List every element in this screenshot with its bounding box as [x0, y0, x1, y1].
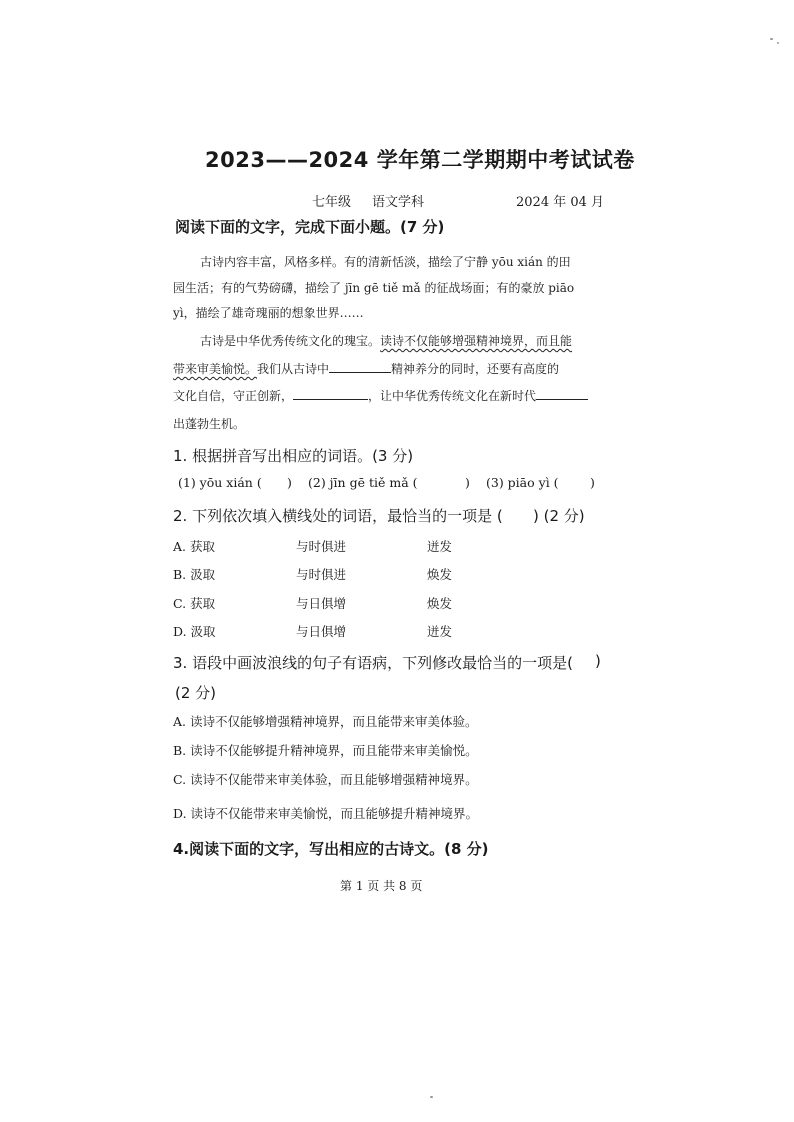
passage-line: [200, 332, 572, 349]
q3-option-c[interactable]: C. 读诗不仅能带来审美体验，而且能够增强精神境界。: [173, 772, 478, 787]
q2-option-c-word3: 焕发: [427, 596, 453, 611]
passage-text: 我们从古诗中: [257, 362, 330, 376]
q3-option-b[interactable]: B. 读诗不仅能够提升精神境界，而且能带来审美愉悦。: [173, 743, 478, 758]
question-2-stem: 2. 下列依次填入横线处的词语，最恰当的一项是 (: [173, 507, 503, 525]
question-1-stem: 1. 根据拼音写出相应的词语。(3 分): [173, 447, 414, 465]
passage-text: ，让中华优秀传统文化在新时代: [368, 389, 537, 403]
passage-line: [173, 387, 588, 404]
q1-item-2-close: ): [465, 475, 470, 490]
fill-blank-1[interactable]: [329, 360, 391, 373]
q1-item-1-label: (1) yōu xián (: [178, 475, 262, 490]
subject-label: 语文学科: [372, 195, 425, 210]
question-3-score: (2 分): [175, 684, 217, 702]
q1-item-1-close: ): [287, 475, 292, 490]
page-footer: 第 1 页 共 8 页: [340, 879, 423, 893]
question-2-score: ) (2 分): [533, 507, 585, 525]
q2-option-d-word2: 与日俱增: [296, 624, 347, 639]
scan-speck: [770, 38, 773, 40]
q2-option-b[interactable]: B. 汲取: [173, 567, 216, 582]
q2-option-d-word3: 迸发: [427, 624, 453, 639]
passage-line: [173, 360, 559, 377]
q2-option-a-word2: 与时俱进: [296, 539, 347, 554]
q1-item-3-close: ): [590, 475, 595, 490]
q3-option-a[interactable]: A. 读诗不仅能够增强精神境界，而且能带来审美体验。: [173, 714, 478, 729]
q2-option-c-word2: 与日俱增: [296, 596, 347, 611]
passage-line: 出蓬勃生机。: [173, 417, 246, 431]
passage-line: 古诗内容丰富，风格多样。有的清新恬淡，描绘了宁静 yōu xián 的田: [200, 255, 571, 269]
passage-text: 古诗是中华优秀传统文化的瑰宝。: [200, 334, 381, 348]
question-4-stem: 4.阅读下面的文字，写出相应的古诗文。(8 分): [173, 840, 489, 858]
grade-label: 七年级: [312, 195, 352, 210]
question-3-close: ): [595, 652, 601, 670]
section-intro: 阅读下面的文字，完成下面小题。(7 分): [175, 218, 445, 236]
fill-blank-2[interactable]: [293, 387, 368, 400]
q2-option-a[interactable]: A. 获取: [173, 539, 215, 554]
q2-option-d[interactable]: D. 汲取: [173, 624, 216, 639]
fill-blank-3[interactable]: [536, 387, 588, 400]
scan-speck: [430, 1096, 433, 1098]
question-3-stem: 3. 语段中画波浪线的句子有语病，下列修改最恰当的一项是(: [173, 654, 573, 672]
q2-option-c[interactable]: C. 获取: [173, 596, 216, 611]
q1-item-3-label: (3) piāo yì (: [486, 475, 559, 490]
q1-item-2-label: (2) jīn gē tiě mǎ (: [308, 475, 418, 490]
passage-line: 园生活；有的气势磅礴，描绘了 jīn gē tiě mǎ 的征战场面；有的豪放 piāo: [173, 281, 575, 295]
wavy-sentence-part: 带来审美愉悦。: [173, 362, 258, 376]
wavy-sentence-part: 读诗不仅能够增强精神境界，而且能: [380, 334, 573, 348]
exam-title: 2023——2024 学年第二学期期中考试试卷: [205, 148, 635, 172]
exam-date: 2024 年 04 月: [516, 195, 605, 210]
q2-option-b-word3: 焕发: [427, 567, 453, 582]
passage-line: yì，描绘了雄奇瑰丽的想象世界……: [173, 306, 364, 320]
q3-option-d[interactable]: D. 读诗不仅能带来审美愉悦，而且能够提升精神境界。: [173, 806, 479, 821]
passage-text: 精神养分的同时，还要有高度的: [391, 362, 560, 376]
scan-speck: [777, 42, 779, 44]
q2-option-a-word3: 迸发: [427, 539, 453, 554]
q2-option-b-word2: 与时俱进: [296, 567, 347, 582]
passage-text: 文化自信，守正创新，: [173, 389, 294, 403]
